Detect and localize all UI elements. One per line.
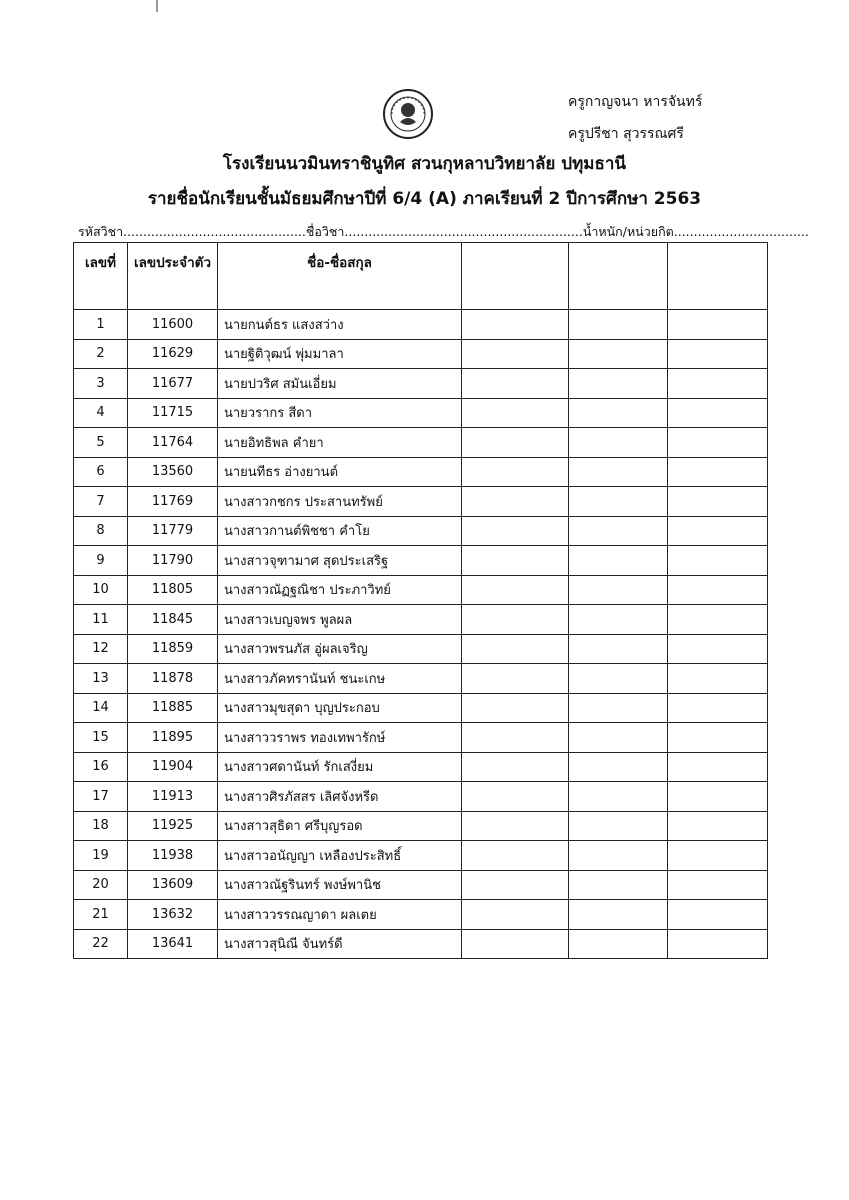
student-name: นายกนต์ธร แสงสว่าง	[218, 310, 462, 340]
subject-name-label: ชื่อวิชา............................................................	[305, 224, 583, 239]
student-name: นายปวริศ สมันเอี่ยม	[218, 369, 462, 399]
blank-cell[interactable]	[569, 782, 668, 812]
student-id: 11677	[128, 369, 218, 399]
student-id: 11845	[128, 605, 218, 635]
table-row	[74, 752, 768, 782]
blank-cell[interactable]	[668, 929, 768, 959]
student-id: 11904	[128, 752, 218, 782]
table-row	[74, 398, 768, 428]
column-header-blank-3	[668, 243, 768, 310]
blank-cell[interactable]	[569, 369, 668, 399]
table-row	[74, 575, 768, 605]
row-number: 9	[74, 546, 128, 576]
blank-cell[interactable]	[668, 782, 768, 812]
student-name: นางสาวมุขสุดา บุญประกอบ	[218, 693, 462, 723]
table-row	[74, 487, 768, 517]
blank-cell[interactable]	[668, 811, 768, 841]
row-number: 7	[74, 487, 128, 517]
blank-cell[interactable]	[668, 605, 768, 635]
student-name: นางสาวภัคทรานันท์ ชนะเกษ	[218, 664, 462, 694]
student-name: นางสาวเบญจพร พูลผล	[218, 605, 462, 635]
blank-cell[interactable]	[462, 752, 569, 782]
row-number: 20	[74, 870, 128, 900]
row-number: 3	[74, 369, 128, 399]
blank-cell[interactable]	[668, 487, 768, 517]
blank-cell[interactable]	[569, 575, 668, 605]
blank-cell[interactable]	[462, 782, 569, 812]
table-row	[74, 634, 768, 664]
row-number: 1	[74, 310, 128, 340]
row-number: 5	[74, 428, 128, 458]
table-row	[74, 310, 768, 340]
student-roster-table	[73, 242, 768, 959]
blank-cell[interactable]	[462, 634, 569, 664]
student-id: 13609	[128, 870, 218, 900]
row-number: 4	[74, 398, 128, 428]
teacher-names	[568, 86, 702, 150]
table-row	[74, 546, 768, 576]
subject-meta	[78, 222, 809, 242]
blank-cell[interactable]	[569, 605, 668, 635]
blank-cell[interactable]	[462, 516, 569, 546]
teacher-2: ครูปรีชา สุวรรณศรี	[568, 126, 684, 142]
blank-cell[interactable]	[569, 634, 668, 664]
row-number: 22	[74, 929, 128, 959]
table-row	[74, 693, 768, 723]
student-id: 11925	[128, 811, 218, 841]
student-id: 11779	[128, 516, 218, 546]
student-id: 11878	[128, 664, 218, 694]
blank-cell[interactable]	[668, 457, 768, 487]
blank-cell[interactable]	[569, 487, 668, 517]
blank-cell[interactable]	[668, 339, 768, 369]
blank-cell[interactable]	[462, 546, 569, 576]
table-row	[74, 457, 768, 487]
column-header-blank-2	[569, 243, 668, 310]
student-name: นางสาวศดานันท์ รักเสงี่ยม	[218, 752, 462, 782]
blank-cell[interactable]	[462, 487, 569, 517]
row-number: 6	[74, 457, 128, 487]
table-row	[74, 428, 768, 458]
blank-cell[interactable]	[668, 575, 768, 605]
school-name: โรงเรียนนวมินทราชินูทิศ สวนกุหลาบวิทยาลัย ปทุมธานี	[222, 154, 627, 174]
student-name: นางสาวสุธิดา ศรีบุญรอด	[218, 811, 462, 841]
student-id: 11913	[128, 782, 218, 812]
blank-cell[interactable]	[668, 369, 768, 399]
student-name: นางสาววราพร ทองเทพารักษ์	[218, 723, 462, 753]
student-id: 11805	[128, 575, 218, 605]
blank-cell[interactable]	[668, 634, 768, 664]
row-number: 15	[74, 723, 128, 753]
blank-cell[interactable]	[668, 693, 768, 723]
table-row	[74, 339, 768, 369]
blank-cell[interactable]	[668, 723, 768, 753]
roster-title: รายชื่อนักเรียนชั้นมัธยมศึกษาปีที่ 6/4 (A) ภาคเรียนที่ 2 ปีการศึกษา 2563	[147, 189, 702, 209]
blank-cell[interactable]	[668, 516, 768, 546]
table-row	[74, 900, 768, 930]
student-id: 11769	[128, 487, 218, 517]
student-name: นางสาวณัฐรินทร์ พงษ์พานิช	[218, 870, 462, 900]
table-row	[74, 605, 768, 635]
student-id: 11715	[128, 398, 218, 428]
student-id: 11859	[128, 634, 218, 664]
row-number: 8	[74, 516, 128, 546]
student-name: นายอิทธิพล คำยา	[218, 428, 462, 458]
blank-cell[interactable]	[668, 752, 768, 782]
student-name: นายนทีธร อ่างยานต์	[218, 457, 462, 487]
table-row	[74, 782, 768, 812]
student-id: 11600	[128, 310, 218, 340]
blank-cell[interactable]	[462, 693, 569, 723]
student-name: นางสาวกชกร ประสานทรัพย์	[218, 487, 462, 517]
blank-cell[interactable]	[462, 664, 569, 694]
column-header-number: เลขที่	[74, 243, 128, 310]
student-name: นางสาวจุฑามาศ สุดประเสริฐ	[218, 546, 462, 576]
blank-cell[interactable]	[569, 870, 668, 900]
student-id: 11790	[128, 546, 218, 576]
student-name: นายวรากร สีดา	[218, 398, 462, 428]
student-name: นางสาวสุนิณี จันทร์ดี	[218, 929, 462, 959]
blank-cell[interactable]	[462, 310, 569, 340]
blank-cell[interactable]	[462, 339, 569, 369]
table-row	[74, 369, 768, 399]
blank-cell[interactable]	[668, 546, 768, 576]
blank-cell[interactable]	[569, 428, 668, 458]
teacher-1: ครูกาญจนา หารจันทร์	[568, 94, 703, 110]
blank-cell[interactable]	[569, 516, 668, 546]
column-header-student-id: เลขประจำตัว	[128, 243, 218, 310]
student-id: 11764	[128, 428, 218, 458]
roster-body	[74, 310, 768, 959]
table-row	[74, 929, 768, 959]
blank-cell[interactable]	[462, 841, 569, 871]
blank-cell[interactable]	[569, 752, 668, 782]
blank-cell[interactable]	[569, 723, 668, 753]
blank-cell[interactable]	[569, 929, 668, 959]
row-number: 14	[74, 693, 128, 723]
student-id: 11938	[128, 841, 218, 871]
blank-cell[interactable]	[668, 841, 768, 871]
row-number: 17	[74, 782, 128, 812]
blank-cell[interactable]	[462, 900, 569, 930]
blank-cell[interactable]	[668, 398, 768, 428]
student-name: นางสาวศิรภัสสร เลิศจังหรีด	[218, 782, 462, 812]
student-name: นายฐิติวุฒน์ พุ่มมาลา	[218, 339, 462, 369]
row-number: 13	[74, 664, 128, 694]
blank-cell[interactable]	[462, 870, 569, 900]
blank-cell[interactable]	[569, 310, 668, 340]
table-row	[74, 516, 768, 546]
blank-cell[interactable]	[462, 929, 569, 959]
column-header-name: ชื่อ-ชื่อสกุล	[218, 243, 462, 310]
student-id: 11895	[128, 723, 218, 753]
student-name: นางสาวณัฏฐณิชา ประภาวิทย์	[218, 575, 462, 605]
row-number: 18	[74, 811, 128, 841]
table-row	[74, 664, 768, 694]
blank-cell[interactable]	[569, 457, 668, 487]
blank-cell[interactable]	[668, 870, 768, 900]
table-header-row	[74, 243, 768, 310]
credit-label: น้ำหนัก/หน่วยกิต..................................	[582, 224, 809, 239]
student-id: 11629	[128, 339, 218, 369]
blank-cell[interactable]	[569, 664, 668, 694]
row-number: 12	[74, 634, 128, 664]
blank-cell[interactable]	[462, 723, 569, 753]
blank-cell[interactable]	[668, 900, 768, 930]
blank-cell[interactable]	[569, 398, 668, 428]
blank-cell[interactable]	[569, 693, 668, 723]
row-number: 10	[74, 575, 128, 605]
blank-cell[interactable]	[462, 457, 569, 487]
table-row	[74, 723, 768, 753]
blank-cell[interactable]	[462, 398, 569, 428]
blank-cell[interactable]	[668, 428, 768, 458]
blank-cell[interactable]	[569, 841, 668, 871]
blank-cell[interactable]	[462, 575, 569, 605]
student-id: 11885	[128, 693, 218, 723]
blank-cell[interactable]	[569, 811, 668, 841]
blank-cell[interactable]	[569, 339, 668, 369]
subject-code-label: รหัสวิชา..............................................	[78, 224, 306, 239]
blank-cell[interactable]	[569, 900, 668, 930]
blank-cell[interactable]	[462, 605, 569, 635]
blank-cell[interactable]	[668, 664, 768, 694]
student-name: นางสาวกานต์พิชชา คำโย	[218, 516, 462, 546]
blank-cell[interactable]	[462, 369, 569, 399]
student-name: นางสาววรรณญาดา ผลเตย	[218, 900, 462, 930]
table-row	[74, 870, 768, 900]
student-id: 13632	[128, 900, 218, 930]
column-header-blank-1	[462, 243, 569, 310]
blank-cell[interactable]	[462, 428, 569, 458]
scan-mark	[156, 0, 158, 12]
blank-cell[interactable]	[668, 310, 768, 340]
blank-cell[interactable]	[569, 546, 668, 576]
table-row	[74, 811, 768, 841]
row-number: 19	[74, 841, 128, 871]
student-name: นางสาวพรนภัส อู่ผลเจริญ	[218, 634, 462, 664]
table-row	[74, 841, 768, 871]
row-number: 11	[74, 605, 128, 635]
student-name: นางสาวอนัญญา เหลืองประสิทธิ์	[218, 841, 462, 871]
school-emblem-icon	[382, 88, 434, 140]
blank-cell[interactable]	[462, 811, 569, 841]
row-number: 16	[74, 752, 128, 782]
row-number: 2	[74, 339, 128, 369]
student-id: 13641	[128, 929, 218, 959]
student-id: 13560	[128, 457, 218, 487]
row-number: 21	[74, 900, 128, 930]
